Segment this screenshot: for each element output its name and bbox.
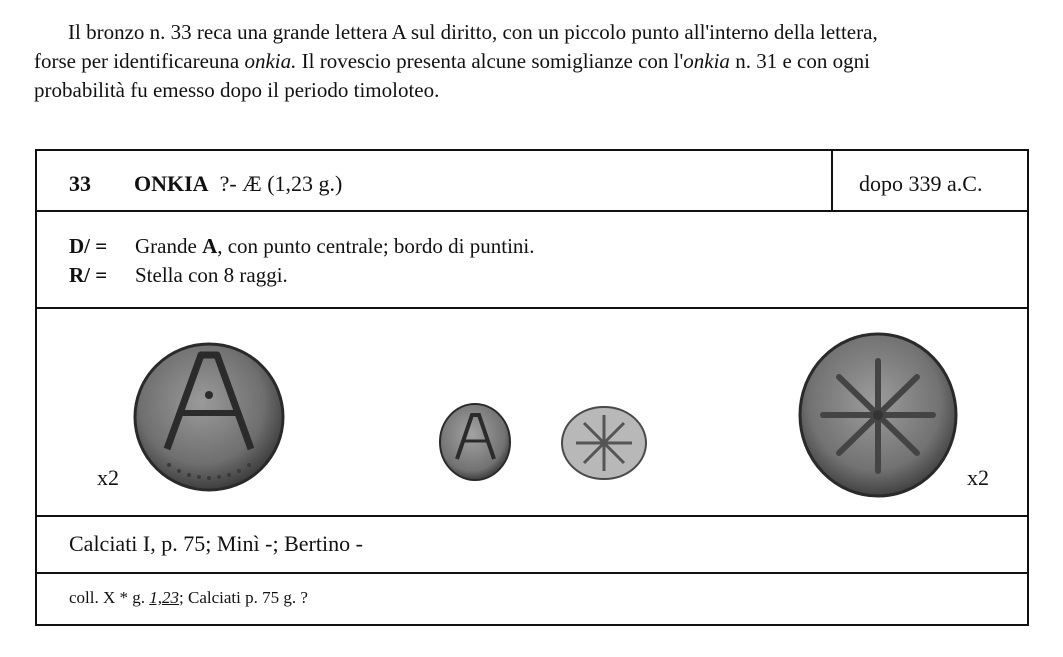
collection-prefix: coll. X * g. — [69, 588, 150, 607]
description-row — [37, 212, 1027, 309]
intro-line-2b: Il rovescio presenta alcune somiglianze con l' — [296, 49, 684, 73]
references-row — [37, 517, 1027, 574]
denomination — [134, 171, 342, 197]
reverse-text: Stella con 8 raggi. — [135, 263, 288, 287]
obverse-label: D/ = — [69, 234, 108, 258]
catalog-number: 33 — [69, 171, 91, 196]
issue-date: dopo 339 a.C. — [859, 171, 983, 196]
collection-row — [37, 574, 1027, 626]
reverse-description — [69, 263, 288, 288]
scale-label-left: x2 — [97, 465, 119, 490]
intro-line-3: probabilità fu emesso dopo il periodo timoloteo. — [34, 78, 440, 102]
intro-line-2c: n. 31 e con ogni — [729, 49, 870, 73]
obverse-description — [69, 234, 535, 259]
denomination-details: ?- Æ (1,23 g.) — [219, 171, 343, 196]
denomination-name: ONKIA — [134, 171, 209, 196]
card-header-left — [37, 151, 833, 210]
obverse-coin-enlarged-image — [131, 341, 287, 493]
intro-line-2-italic: onkia. — [244, 49, 297, 73]
intro-paragraph — [34, 18, 1034, 105]
coin-images-row — [37, 309, 1027, 517]
obverse-text-a: Grande — [135, 234, 203, 258]
card-header-row — [37, 151, 1027, 212]
intro-line-2-italic-2: onkia — [683, 49, 730, 73]
scale-label-right: x2 — [967, 465, 989, 490]
reverse-coin-enlarged-image — [797, 331, 959, 499]
obverse-letter: A — [202, 234, 218, 258]
bibliographic-references: Calciati I, p. 75; Minì -; Bertino - — [69, 531, 363, 556]
collection-suffix: ; Calciati p. 75 g. ? — [179, 588, 308, 607]
collection-weight: 1,23 — [149, 588, 180, 607]
coin-catalog-card — [35, 149, 1029, 626]
obverse-text-b: , con punto centrale; bordo di puntini. — [217, 234, 535, 258]
intro-line-2a: forse per identificareuna — [34, 49, 245, 73]
reverse-label: R/ = — [69, 263, 108, 287]
reverse-coin-actual-size-image — [560, 405, 648, 481]
collection-note — [69, 588, 308, 608]
intro-line-1: Il bronzo n. 33 reca una grande lettera A sul diritto, con un piccolo punto all'interno della lettera, — [68, 20, 878, 44]
obverse-coin-actual-size-image — [437, 401, 513, 483]
